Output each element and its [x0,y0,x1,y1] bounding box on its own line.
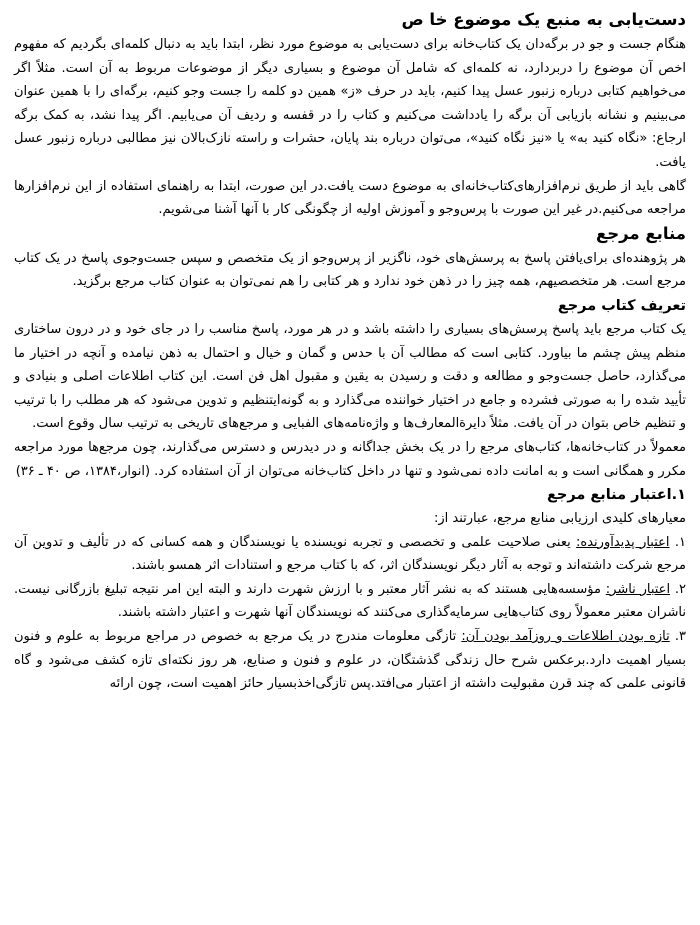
criteria-item-text: تازگی معلومات مندرج در یک مرجع به خصوص در مراجع مربوط به علوم و فنون بسیار اهمیت دارد.برعکس شرح حال زندگی گذشتگان، در علوم و فنون و صنایع، هر روز نکته‌ای تازه کشف می‌شود و گاه قانونی علمی که چند قرن مقبولیت داشته از اعتبار می‌افتد.پس تازگی‌اخذبسیار حائز اهمیت است، چون ارائه [14,629,686,692]
section-title-reference-validity: ۱.اعتبار منابع مرجع [546,487,686,504]
section-title-reference-definition: تعریف کتاب مرجع [557,297,686,314]
criteria-item-number: ۲. [670,581,686,597]
paragraph-reference-definition: یک کتاب مرجع باید پاسخ پرسش‌های بسیاری را داشته باشد و در هر مورد، پاسخ مناسب را در جای خود و در درون ساختاری منظم پیش چشم ما بیاورد. کتابی است که مطالب آن با حدس و گمان و خیال و احتمال به ذهن نیامده و آنچه در اختیار ما می‌گذارد، حاصل جست‌وجو و مطالعه و دقت و رسیدن به یقین و مقبول اهل فن است. این کتاب اطلاعات اصلی و بنیادی و تأیید شده را به صورتی فشرده و جامع در اختیار خواننده می‌گذارد و به گونه‌ایتنظیم و تدوین می‌شود که هر مطلب را با ترتیب و تنظیم خاص بتوان در آن یافت. مثلاً دایرةالمعارف‌ها و واژه‌نامه‌های الفبایی و مرجع‌های تاریخی به ترتیب سال وقوع است. [14,321,686,432]
criteria-item-number: ۱. [669,534,686,550]
criteria-item-number: ۳. [669,629,686,645]
section-title-reference-sources: منابع مرجع [595,223,686,243]
paragraph-criteria-intro: معیارهای کلیدی ارزیابی منابع مرجع، عبارتند از: [433,511,686,527]
criteria-item-term: تازه بودن اطلاعات و روزآمد بودن آن: [461,629,670,645]
criteria-item-term: اعتبار پدیدآورنده: [576,534,670,550]
paragraph-reference-intro: هر پژوهنده‌ای برای‌یافتن پاسخ به پرسش‌های خود، ناگزیر از پرس‌وجو از یک متخصص و سپس جست‌وجوی پاسخ در یک کتاب مرجع است. هر متخصصیهم، همه چیز را در ذهن خود ندارد و هر کتابی را هم نمی‌توان به عنوان کتاب مرجع برگزید. [14,250,686,290]
paragraph-library-software: گاهی باید از طریق نرم‌افزارهای‌کتاب‌خانه‌ای به موضوع دست یافت.در این صورت، ابتدا به راهنمای استفاده از این نرم‌افزارها مراجعه می‌کنیم.در غیر این صورت با پرس‌وجو و آموزش اولیه از چگونگی کار با آنها آشنا می‌شویم. [14,178,686,218]
section-title-topic-source: دست‌یابی به منبع یک موضوع خا ص [401,10,686,29]
paragraph-catalog-search: هنگام جست و جو در برگه‌دان یک کتاب‌خانه برای دست‌یابی به موضوع مورد نظر، ابتدا باید به دنبال کلمه‌ای بگردیم که مفهوم اخص آن موضوع را دربردارد، نه کلمه‌ای که شامل آن موضوع و بسیاری دیگر از موضوعات مربوط به آن است. مثلاً اگر می‌خواهیم کتابی درباره زنبور عسل پیدا کنیم، باید در حرف «ز» همین دو کلمه را جست وجو کنیم، برگه‌ای را با همین عنوان می‌بینیم و نشانه بازیابی آن برگه را یادداشت می‌کنیم و کتاب را در قفسه و ردیف آن می‌یابیم. اگر پیدا نشد، به کمک برگه ارجاع: «نگاه کنید به» یا «نیز نگاه کنید»، می‌توان درباره بند پایان، حشرات و راسته نازک‌بالان نیز مطالبی درباره زنبور عسل یافت. [14,37,686,170]
criteria-item-text: یعنی صلاحیت علمی و تخصصی و تجربه نویسنده یا نویسندگان و همه کسانی که در تألیف و تدوین آن مرجع شرکت داشته‌اند و توجه به آثار دیگر نویسندگان اثر، که با کتاب مرجع و استنادات اثر همسو باشند. [14,534,686,574]
paragraph-reference-in-libraries: معمولاً در کتاب‌خانه‌ها، کتاب‌های مرجع را در یک بخش جداگانه و در دیدرس و دسترس می‌گذارند، چون مرجع‌ها مورد مراجعه مکرر و همگانی است و به امانت داده نمی‌شود و تنها در داخل کتاب‌خانه می‌توان از آن استفاده کرد. (انوار،۱۳۸۴، ص ۴۰ ـ ۳۶) [14,439,686,479]
criteria-item-currency [14,625,686,696]
criteria-item-term: اعتبار ناشر: [605,581,671,597]
criteria-item-author [14,531,686,578]
criteria-item-text: مؤسسه‌هایی هستند که به نشر آثار معتبر و با ارزش شهرت دارند و البته این امر نتیجه تبلیغ بازرگانی نیست. ناشران معتبر معمولاً روی کتاب‌هایی سرمایه‌گذاری می‌کنند که نویسندگان آنها شهرت و اعتبار داشته باشند. [14,581,686,621]
criteria-item-publisher [14,578,686,625]
